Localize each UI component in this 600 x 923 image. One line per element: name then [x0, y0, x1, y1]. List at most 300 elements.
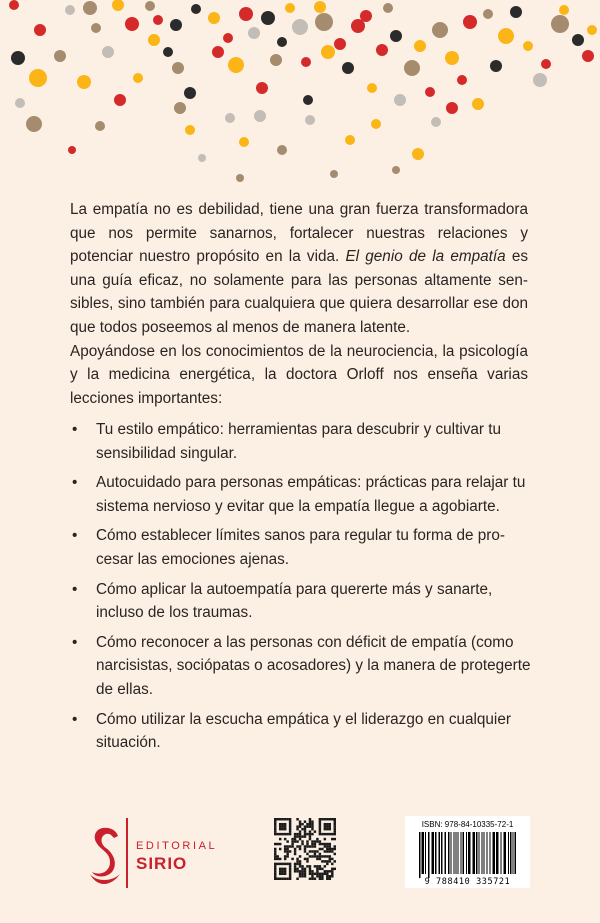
qr-module [316, 870, 318, 872]
qr-module [296, 828, 298, 830]
qr-module [316, 868, 318, 870]
decorative-dots [0, 0, 600, 190]
qr-module [274, 865, 276, 867]
decorative-dot [383, 3, 393, 13]
qr-module [309, 873, 311, 875]
qr-module [274, 833, 276, 835]
qr-module [314, 845, 316, 847]
decorative-dot [34, 24, 46, 36]
qr-module [321, 833, 323, 835]
qr-module [274, 868, 276, 870]
qr-module [281, 833, 283, 835]
qr-module [279, 818, 281, 820]
qr-module [324, 818, 326, 820]
qr-module [331, 863, 333, 865]
qr-module [279, 828, 281, 830]
qr-module [329, 828, 331, 830]
qr-module [279, 823, 281, 825]
decorative-dot [212, 46, 224, 58]
qr-module [301, 870, 303, 872]
qr-module [309, 818, 311, 820]
qr-module [329, 850, 331, 852]
decorative-dot [371, 119, 381, 129]
qr-module [294, 868, 296, 870]
qr-module [286, 833, 288, 835]
barcode-bar [501, 832, 502, 874]
qr-module [301, 823, 303, 825]
qr-module [274, 858, 276, 860]
qr-module [331, 858, 333, 860]
barcode-bar [428, 832, 430, 878]
qr-module [286, 845, 288, 847]
qr-module [321, 873, 323, 875]
qr-module [289, 830, 291, 832]
qr-module [309, 850, 311, 852]
qr-module [326, 848, 328, 850]
qr-module [326, 860, 328, 862]
qr-module [334, 845, 336, 847]
qr-module [321, 868, 323, 870]
qr-module [274, 870, 276, 872]
decorative-dot [390, 30, 402, 42]
qr-module [309, 833, 311, 835]
qr-module [289, 833, 291, 835]
decorative-dot [198, 154, 206, 162]
qr-module [326, 818, 328, 820]
decorative-dot [582, 50, 594, 62]
barcode-bar [445, 832, 447, 874]
qr-module [306, 845, 308, 847]
barcode-bar [451, 832, 452, 874]
qr-module [311, 825, 313, 827]
qr-module [329, 845, 331, 847]
decorative-dot [9, 0, 19, 10]
qr-module [286, 853, 288, 855]
qr-module [334, 833, 336, 835]
decorative-dot [172, 62, 184, 74]
qr-module [296, 860, 298, 862]
qr-module [296, 833, 298, 835]
qr-module [329, 858, 331, 860]
qr-module [331, 868, 333, 870]
qr-module [324, 823, 326, 825]
decorative-dot [446, 102, 458, 114]
decorative-dot [559, 5, 569, 15]
decorative-dot [54, 50, 66, 62]
qr-module [274, 823, 276, 825]
qr-module [316, 865, 318, 867]
qr-module [334, 823, 336, 825]
qr-module [294, 848, 296, 850]
qr-module [304, 870, 306, 872]
qr-module [329, 860, 331, 862]
qr-module [334, 828, 336, 830]
decorative-dot [256, 82, 268, 94]
qr-module [279, 873, 281, 875]
decorative-dot [223, 33, 233, 43]
qr-module [289, 868, 291, 870]
qr-module [279, 863, 281, 865]
decorative-dot [270, 54, 282, 66]
bullet-icon: • [72, 633, 78, 651]
isbn-label: ISBN: 978-84-10335-72-1 [421, 820, 514, 829]
qr-module [301, 840, 303, 842]
qr-module [299, 863, 301, 865]
qr-module [296, 863, 298, 865]
qr-module [324, 828, 326, 830]
qr-module [299, 873, 301, 875]
qr-module [306, 823, 308, 825]
qr-module [286, 848, 288, 850]
qr-module [279, 858, 281, 860]
qr-module [311, 875, 313, 877]
qr-module [289, 875, 291, 877]
qr-module [324, 843, 326, 845]
qr-module [316, 850, 318, 852]
qr-module [291, 858, 293, 860]
decorative-dot [77, 75, 91, 89]
qr-module [311, 820, 313, 822]
qr-module [304, 850, 306, 852]
qr-module [314, 873, 316, 875]
qr-module [289, 828, 291, 830]
qr-module [274, 855, 276, 857]
decorative-dot [236, 174, 244, 182]
qr-module [309, 855, 311, 857]
qr-module [274, 878, 276, 880]
qr-module [326, 873, 328, 875]
qr-module [301, 828, 303, 830]
qr-module [309, 878, 311, 880]
qr-module [319, 858, 321, 860]
qr-module [319, 818, 321, 820]
qr-module [326, 850, 328, 852]
barcode-bar [461, 832, 462, 874]
qr-module [281, 878, 283, 880]
decorative-dot [533, 73, 547, 87]
qr-module [276, 855, 278, 857]
qr-module [319, 825, 321, 827]
qr-module [284, 845, 286, 847]
qr-module [319, 828, 321, 830]
list-item: • Autocuidado para personas empáticas: prácticas para relajar tu sistema nervioso y evitar que la empatía llegue a agobiarte. [70, 471, 532, 518]
qr-module [306, 840, 308, 842]
barcode-bar [493, 832, 496, 874]
qr-module [306, 843, 308, 845]
barcode-bar [487, 832, 488, 874]
decorative-dot [445, 51, 459, 65]
qr-module [331, 848, 333, 850]
qr-module [279, 868, 281, 870]
qr-module [299, 848, 301, 850]
bullet-icon: • [72, 710, 78, 728]
qr-module [281, 863, 283, 865]
decorative-dot [145, 1, 155, 11]
qr-module [296, 870, 298, 872]
qr-module [296, 878, 298, 880]
decorative-dot [261, 11, 275, 25]
qr-module [281, 825, 283, 827]
qr-module [289, 823, 291, 825]
qr-module [314, 830, 316, 832]
qr-module [321, 848, 323, 850]
qr-module [276, 833, 278, 835]
qr-module [316, 855, 318, 857]
qr-module [326, 855, 328, 857]
qr-module [324, 825, 326, 827]
bullet-icon: • [72, 474, 78, 492]
qr-module [301, 865, 303, 867]
decorative-dot [15, 98, 25, 108]
decorative-dot [191, 4, 201, 14]
qr-module [301, 873, 303, 875]
qr-module [311, 845, 313, 847]
decorative-dot [301, 57, 311, 67]
book-title: El genio de la empatía [345, 248, 506, 266]
qr-module [289, 825, 291, 827]
qr-module [294, 833, 296, 835]
qr-module [289, 870, 291, 872]
lessons-list [70, 418, 532, 761]
qr-module [284, 868, 286, 870]
qr-module [304, 848, 306, 850]
qr-module [334, 848, 336, 850]
qr-module [321, 878, 323, 880]
qr-module [319, 830, 321, 832]
qr-module [281, 818, 283, 820]
qr-module [299, 875, 301, 877]
qr-module [274, 830, 276, 832]
barcode-bar [441, 832, 443, 874]
qr-module [319, 868, 321, 870]
qr-module [276, 818, 278, 820]
barcode-bar [479, 832, 480, 874]
qr-module [311, 870, 313, 872]
decorative-dot [330, 170, 338, 178]
qr-module [334, 830, 336, 832]
qr-module [304, 828, 306, 830]
qr-module [284, 828, 286, 830]
decorative-dot [587, 25, 597, 35]
qr-module [316, 875, 318, 877]
qr-module [321, 860, 323, 862]
qr-module [304, 873, 306, 875]
list-item: • Cómo establecer límites sanos para regular tu forma de procesar las emociones ajenas. [70, 524, 532, 571]
qr-module [286, 850, 288, 852]
qr-module [321, 843, 323, 845]
decorative-dot [174, 102, 186, 114]
qr-module [286, 878, 288, 880]
qr-module [299, 825, 301, 827]
qr-module [274, 873, 276, 875]
decorative-dot [303, 95, 313, 105]
qr-module [316, 840, 318, 842]
qr-module [319, 823, 321, 825]
barcode-bar [473, 832, 476, 874]
qr-module [299, 838, 301, 840]
qr-module [296, 845, 298, 847]
barcode-digits: 9 788410 335721 [424, 877, 511, 887]
decorative-dot [572, 34, 584, 46]
qr-module [324, 855, 326, 857]
qr-module [279, 878, 281, 880]
decorative-dot [102, 46, 114, 58]
qr-module [331, 838, 333, 840]
qr-module [326, 845, 328, 847]
qr-module [331, 873, 333, 875]
qr-module [331, 875, 333, 877]
barcode-bar [439, 832, 441, 874]
qr-module [324, 860, 326, 862]
decorative-dot [334, 38, 346, 50]
decorative-dot [523, 41, 533, 51]
qr-module [331, 818, 333, 820]
barcode-bar [468, 832, 471, 874]
qr-module [284, 858, 286, 860]
decorative-dot [551, 15, 569, 33]
decorative-dot [360, 10, 372, 22]
qr-module [306, 865, 308, 867]
qr-module [319, 875, 321, 877]
decorative-dot [414, 40, 426, 52]
barcode-bar [456, 832, 457, 874]
decorative-dot [65, 5, 75, 15]
bullet-icon: • [72, 421, 78, 438]
decorative-dot [412, 148, 424, 160]
qr-module [284, 833, 286, 835]
publisher-logo [88, 818, 238, 888]
decorative-dot [225, 113, 235, 123]
qr-module [319, 878, 321, 880]
qr-module [299, 865, 301, 867]
decorative-dot [342, 62, 354, 74]
qr-module [296, 868, 298, 870]
barcode-bar [458, 832, 459, 874]
qr-module [276, 878, 278, 880]
decorative-dot [248, 27, 260, 39]
qr-module [294, 835, 296, 837]
qr-module [304, 875, 306, 877]
list-item: • Cómo utilizar la escucha empática y el liderazgo en cualquier situación. [70, 708, 532, 755]
decorative-dot [483, 9, 493, 19]
qr-module [296, 858, 298, 860]
qr-module [291, 840, 293, 842]
qr-module [324, 850, 326, 852]
qr-module [299, 845, 301, 847]
qr-module [309, 838, 311, 840]
decorative-dot [114, 94, 126, 106]
publisher-label: EDITORIAL [136, 840, 218, 852]
qr-module [274, 863, 276, 865]
decorative-dot [490, 60, 502, 72]
qr-module [274, 850, 276, 852]
qr-module [299, 833, 301, 835]
decorative-dot [285, 3, 295, 13]
qr-module [289, 818, 291, 820]
qr-module [326, 863, 328, 865]
qr-module [284, 825, 286, 827]
qr-module [284, 838, 286, 840]
qr-module [276, 843, 278, 845]
qr-module [319, 843, 321, 845]
barcode-bar [454, 832, 455, 874]
qr-module [319, 855, 321, 857]
qr-module [291, 845, 293, 847]
intro-paragraph: La empatía no es debilidad, tiene una gran fuerza transformadora que nos permite sanarnos, fortalecer nuestras relaciones y potenciar nuestro propósito en la vida. El genio de la empatía es una guía eficaz, no solamente para las personas altamente sensibles, sino también para cualquiera que quiera desarrollar ese don que todos poseemos al menos de manera latente. [70, 201, 528, 336]
bullet-icon: • [72, 527, 78, 545]
qr-module [299, 855, 301, 857]
barcode-bar [425, 832, 426, 874]
qr-module [299, 823, 301, 825]
qr-module [319, 820, 321, 822]
qr-module [314, 853, 316, 855]
qr-module [306, 833, 308, 835]
decorative-dot [95, 121, 105, 131]
qr-module [284, 873, 286, 875]
decorative-dot [112, 0, 124, 11]
qr-module [304, 835, 306, 837]
qr-module [334, 818, 336, 820]
publisher-brand: SIRIO [136, 854, 188, 873]
qr-module [334, 853, 336, 855]
qr-module [291, 843, 293, 845]
qr-module [306, 853, 308, 855]
barcode-bar [513, 832, 514, 874]
decorative-dot [404, 60, 420, 76]
qr-module [299, 870, 301, 872]
qr-module [309, 835, 311, 837]
qr-module [284, 878, 286, 880]
qr-module [326, 825, 328, 827]
qr-module [301, 843, 303, 845]
decorative-dot [68, 146, 76, 154]
qr-module [294, 840, 296, 842]
qr-module [301, 875, 303, 877]
list-item: • Tu estilo empático: herramientas para descubrir y cultivar tu sensibilidad singular. [70, 418, 532, 465]
barcode-bar [463, 832, 465, 874]
qr-module [324, 873, 326, 875]
qr-module [316, 838, 318, 840]
decorative-dot [376, 44, 388, 56]
qr-module [306, 825, 308, 827]
qr-module [284, 850, 286, 852]
qr-module [316, 873, 318, 875]
qr-module [284, 848, 286, 850]
qr-module [314, 850, 316, 852]
qr-module [314, 840, 316, 842]
decorative-dot [26, 116, 42, 132]
qr-module [289, 878, 291, 880]
barcode-bar [508, 832, 509, 874]
decorative-dot [277, 145, 287, 155]
decorative-dot [541, 59, 551, 69]
qr-module [294, 865, 296, 867]
qr-module [334, 860, 336, 862]
decorative-dot [367, 83, 377, 93]
qr-module [326, 870, 328, 872]
decorative-dot [315, 13, 333, 31]
qr-module [309, 820, 311, 822]
barcode-bar [419, 832, 421, 878]
qr-module [301, 835, 303, 837]
qr-module [284, 855, 286, 857]
decorative-dot [185, 125, 195, 135]
qr-module [309, 865, 311, 867]
qr-module [304, 868, 306, 870]
qr-module [321, 855, 323, 857]
qr-module [311, 823, 313, 825]
qr-module [314, 878, 316, 880]
